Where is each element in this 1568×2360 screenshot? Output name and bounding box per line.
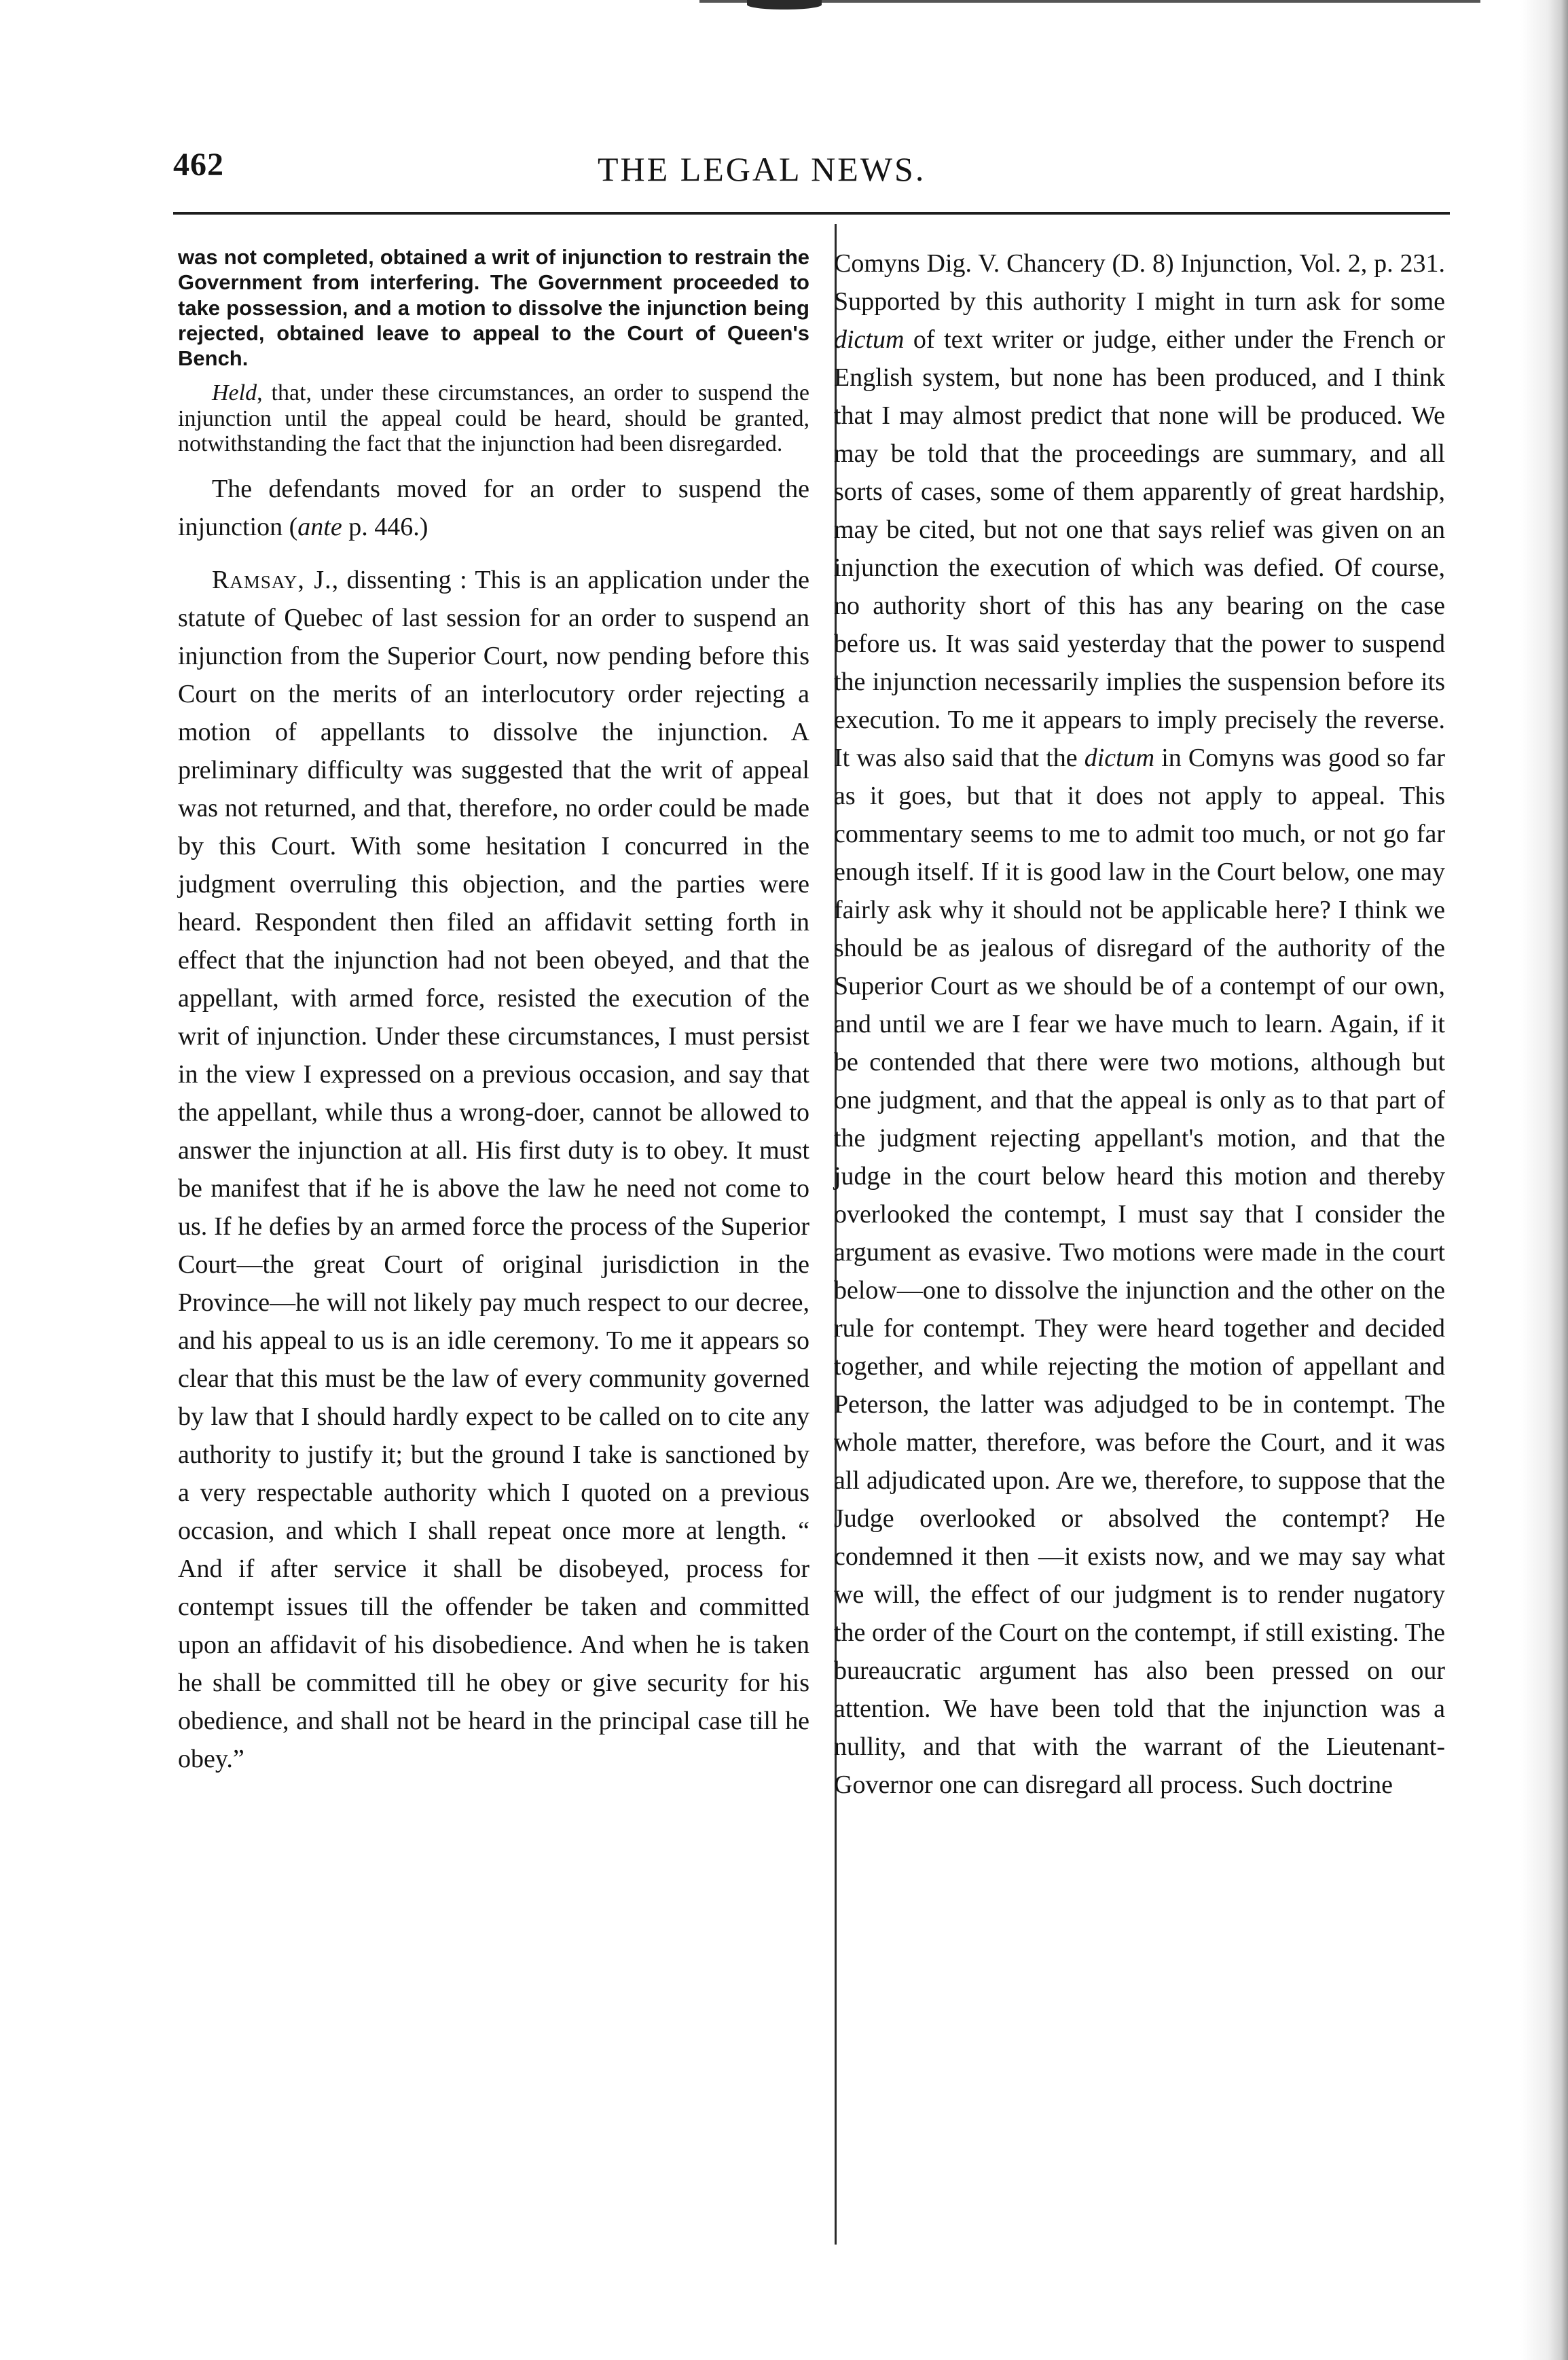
running-title: THE LEGAL NEWS. (598, 150, 926, 188)
dictum-term-2: dictum (1084, 744, 1155, 772)
dictum-term-1: dictum (834, 325, 905, 354)
continuation-text-b: of text writer or judge, either under the French or English system, but none has been produced, and I think that I may almost predict that none will be produced. We may be told that the proceedings are summary, and all sorts of cases, some of them apparently of great hardship, may be cited, but not one that says relief was given on an injunction the execution of which was defied. Of course, no authority short of this has any bearing on the case before us. It was said yesterday that the power to suspend the injunction necessarily implies the suspension before its execution. To me it appears to imply precisely the reverse. It was also said that the (834, 325, 1445, 772)
motion-paragraph (178, 470, 809, 546)
motion-ante: ante (297, 513, 342, 542)
right-column (834, 244, 1445, 1804)
motion-text-a: The defendants moved for an order to suspend the injunction ( (178, 475, 809, 542)
left-column (178, 244, 809, 1778)
continuation-text-a: Comyns Dig. V. Chancery (D. 8) Injunction, Vol. 2, p. 231. Supported by this authority I might in turn ask for some (834, 249, 1445, 316)
opinion-paragraph (178, 561, 809, 1778)
headnote-held (178, 380, 809, 456)
opinion-continuation (834, 244, 1445, 1804)
page-number: 462 (173, 147, 224, 183)
held-label: Held (212, 380, 257, 406)
judge-name: Ramsay, J. (212, 566, 332, 595)
scan-edge-shadow (1520, 0, 1568, 2360)
scan-top-mark (747, 0, 822, 10)
held-text: , that, under these circumstances, an order to suspend the injunction until the appeal could be heard, should be granted, notwithstanding the fact that the injunction had been disregarded. (178, 380, 809, 457)
continuation-text-c: in Comyns was good so far as it goes, but that it does not apply to appeal. This commentary seems to me to admit too much, or not go far enough itself. If it is good law in the Court below, one may fairly ask why it should not be applicable here? I think we should be as jealous of disregard of the authority of the Superior Court as we should be of a contempt of our own, and until we are I fear we have much to learn. Again, if it be contended that there were two motions, although but one judgment, and that the appeal is only as to that part of the judgment rejecting appellant's motion, and that the judge in the court below heard this motion and thereby overlooked the contempt, I must say that I consider the argument as evasive. Two motions were made in the court below—one to dissolve the injunction and the other on the rule for contempt. They were heard together and decided together, and while rejecting the motion of appellant and Peterson, the latter was adjudged to be in contempt. The whole matter, therefore, was before the Court, and it was all adjudicated upon. Are we, therefore, to suppose that the Judge overlooked or absolved the contempt? He condemned it then —it exists now, and we may say what we will, the effect of our judgment is to render nugatory the order of the Court on the contempt, if still existing. The bureaucratic argument has also been pressed on our attention. We have been told that the injunction was a nullity, and that with the warrant of the Lieutenant-Governor one can disregard all process. Such doctrine (834, 744, 1446, 1799)
header-rule (173, 212, 1450, 215)
headnote-facts: was not completed, obtained a writ of injunction to restrain the Government from interfering. The Government proceeded to take possession, and a motion to dissolve the injunction being rejected, obtained leave to appeal to the Court of Queen's Bench. (178, 245, 809, 371)
motion-text-b: p. 446.) (342, 513, 429, 542)
opinion-text: , dissenting : This is an application under the statute of Quebec of last session for an order to suspend an injunction from the Superior Court, now pending before this Court on the merits of an interlocutory order rejecting a motion of appellants to dissolve the injunction. A preliminary difficulty was suggested that the writ of appeal was not returned, and that, therefore, no order could be made by this Court. With some hesitation I concurred in the judgment overruling this objection, and the parties were heard. Respondent then filed an affidavit setting forth in effect that the injunction had not been obeyed, and that the appellant, with armed force, resisted the execution of the writ of injunction. Under these circumstances, I must persist in the view I expressed on a previous occasion, and say that the appellant, while thus a wrong-doer, cannot be allowed to answer the injunction at all. His first duty is to obey. It must be manifest that if he is above the law he need not come to us. If he defies by an armed force the process of the Superior Court—the great Court of original jurisdiction in the Province—he will not likely pay much respect to our decree, and his appeal to us is an idle ceremony. To me it appears so clear that this must be the law of every community governed by law that I should hardly expect to be called on to cite any authority to justify it; but the ground I take is sanctioned by a very respectable authority which I quoted on a previous occasion, and which I shall repeat once more at length. “ And if after service it shall be disobeyed, process for contempt issues till the offender be taken and committed upon an affidavit of his disobedience. And when he is taken he shall be committed till he obey or give security for his obedience, and shall not be heard in the principal case till he obey.” (178, 566, 809, 1774)
